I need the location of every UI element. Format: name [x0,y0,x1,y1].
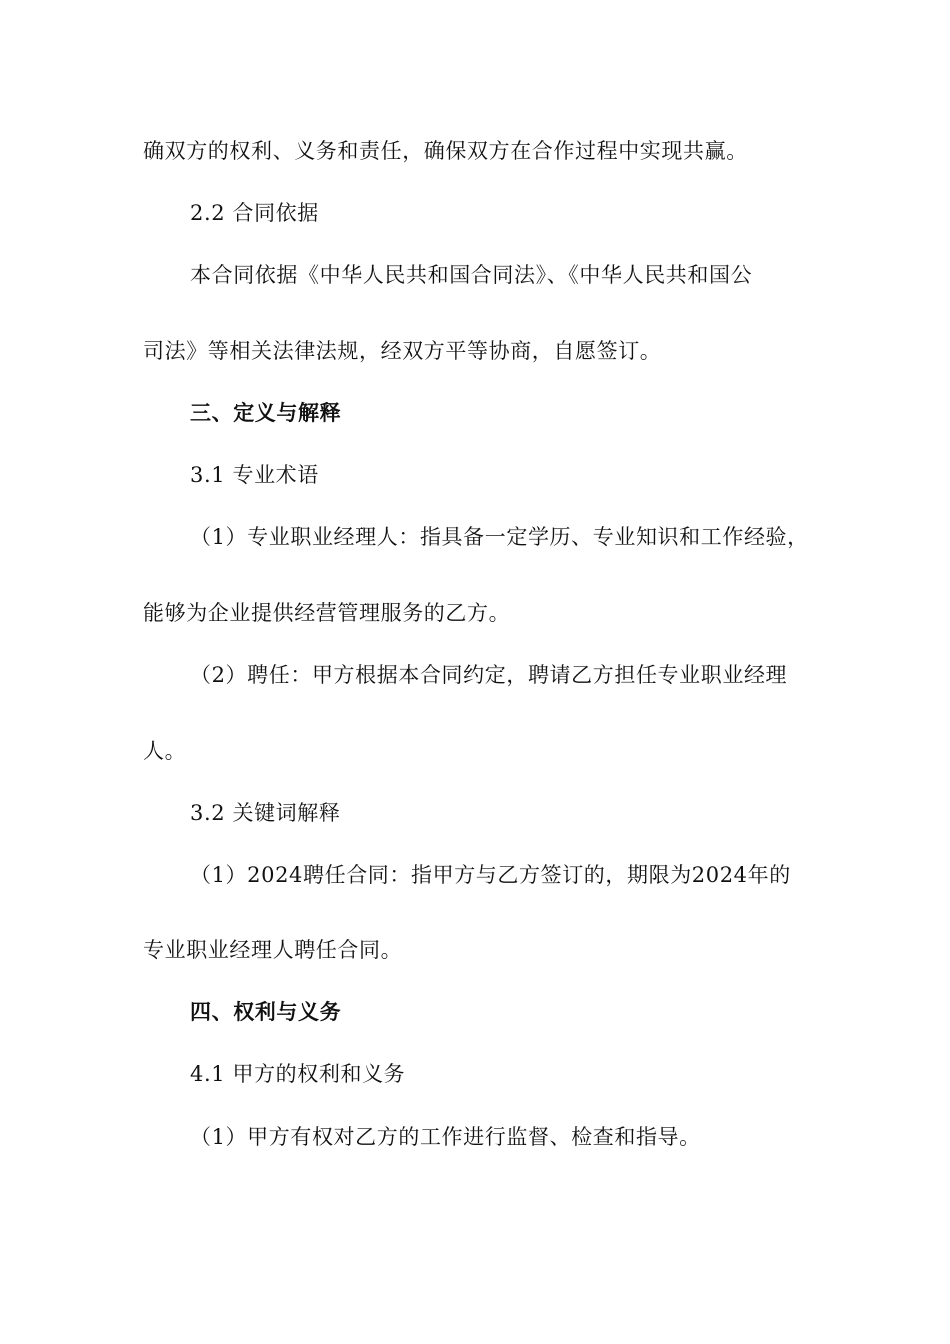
subsection-heading-2-2: 2.2 合同依据 [190,201,319,225]
paragraph-continuation: 确双方的权利、义务和责任，确保双方在合作过程中实现共赢。 [143,139,748,163]
list-item-line: 能够为企业提供经营管理服务的乙方。 [143,601,511,625]
list-item-line: （1）2024聘任合同：指甲方与乙方签订的，期限为2024年的 [190,863,791,887]
section-heading-3: 三、定义与解释 [190,400,342,425]
subsection-heading-3-1: 3.1 专业术语 [190,463,319,487]
list-item-line: （1）甲方有权对乙方的工作进行监督、检查和指导。 [190,1125,701,1149]
list-item-line: 人。 [143,739,187,763]
subsection-heading-3-2: 3.2 关键词解释 [190,801,341,825]
list-item-line: （1）专业职业经理人：指具备一定学历、专业知识和工作经验， [190,525,809,549]
list-item-line: （2）聘任：甲方根据本合同约定，聘请乙方担任专业职业经理 [190,663,788,687]
list-item-line: 专业职业经理人聘任合同。 [143,938,403,962]
paragraph-line: 本合同依据《中华人民共和国合同法》、《中华人民共和国公 [190,263,753,287]
section-heading-4: 四、权利与义务 [190,999,342,1024]
subsection-heading-4-1: 4.1 甲方的权利和义务 [190,1062,406,1086]
paragraph-line: 司法》等相关法律法规，经双方平等协商，自愿签订。 [143,339,662,363]
